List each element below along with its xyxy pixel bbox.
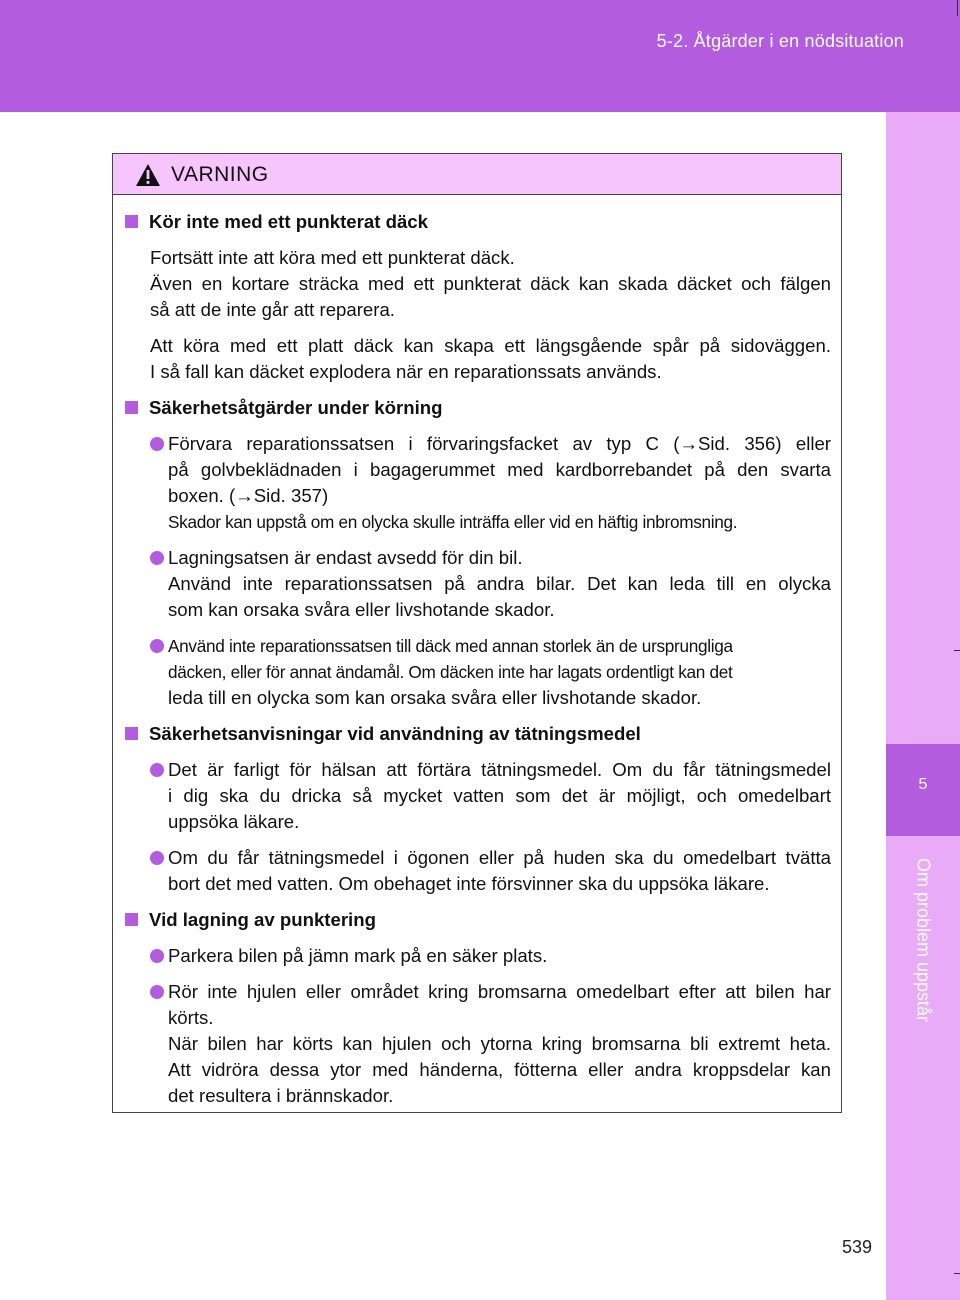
- circle-bullet-icon: [150, 437, 164, 451]
- page-number: 539: [841, 1237, 872, 1257]
- circle-bullet-icon: [150, 985, 164, 999]
- section-title: 5-2. Åtgärder i en nödsituation: [656, 31, 904, 51]
- square-bullet-icon: [125, 401, 138, 414]
- list-item: Om du får tätningsmedel i ögonen eller på huden ska du omedelbart tvätta bort det med vatten. Om obehaget inte försvinner ska du uppsöka läkare.: [125, 845, 831, 897]
- chapter-header-bar: [0, 0, 960, 112]
- section-heading: Kör inte med ett punkterat däck: [125, 209, 831, 235]
- paragraph: Att köra med ett platt däck kan skapa ett längsgående spår på sidoväggen. I så fall kan däcket explodera när en reparationssats används.: [150, 335, 831, 382]
- square-bullet-icon: [125, 727, 138, 740]
- list-item: Parkera bilen på jämn mark på en säker plats.: [125, 943, 831, 969]
- list-item: Lagningsatsen är endast avsedd för din bil. Använd inte reparationssatsen på andra bilar. Det kan leda till en olycka som kan orsaka svåra eller livshotande skador.: [125, 545, 831, 623]
- square-bullet-icon: [125, 913, 138, 926]
- warning-title: VARNING: [171, 163, 269, 186]
- square-bullet-icon: [125, 215, 138, 228]
- list-item: Använd inte reparationssatsen till däck med annan storlek än de ursprungliga däcken, eller för annat ändamål. Om däcken inte har lagats ordentligt kan det leda till en olycka som kan orsaka svåra eller livshotande skador.: [125, 633, 831, 711]
- section-heading: Säkerhetsanvisningar vid användning av tätningsmedel: [125, 721, 831, 747]
- chapter-number: 5: [918, 776, 928, 793]
- circle-bullet-icon: [150, 851, 164, 865]
- warning-content: [113, 195, 841, 1109]
- circle-bullet-icon: [150, 551, 164, 565]
- section-heading: Vid lagning av punktering: [125, 907, 831, 933]
- circle-bullet-icon: [150, 949, 164, 963]
- side-tab: [886, 112, 960, 1300]
- chapter-title: Om problem uppstår: [913, 857, 934, 1023]
- list-item: Förvara reparationssatsen i förvaringsfacket av typ C (→Sid. 356) eller på golvbeklädnaden i bagagerummet med kardborrebandet på den svarta boxen. (→Sid. 357) Skador kan uppstå om en olycka skulle inträffa eller vid en häftig inbromsning.: [125, 431, 831, 535]
- circle-bullet-icon: [150, 639, 164, 653]
- section-heading: Säkerhetsåtgärder under körning: [125, 395, 831, 421]
- warning-header: [113, 154, 841, 195]
- side-tab-chapter-marker: [886, 744, 960, 836]
- list-item: Det är farligt för hälsan att förtära tätningsmedel. Om du får tätningsmedel i dig ska du dricka så mycket vatten som det är möjligt, och omedelbart uppsöka läkare.: [125, 757, 831, 835]
- crop-mark: [954, 1273, 960, 1274]
- warning-triangle-icon: [135, 163, 161, 187]
- crop-mark: [957, 0, 958, 16]
- crop-mark: [954, 650, 960, 651]
- circle-bullet-icon: [150, 763, 164, 777]
- list-item: Rör inte hjulen eller området kring bromsarna omedelbart efter att bilen har körts. När bilen har körts kan hjulen och ytorna kring bromsarna bli extremt heta. Att vidröra dessa ytor med händerna, fötterna eller andra kroppsdelar kan det resultera i brännskador.: [125, 979, 831, 1109]
- paragraph: Fortsätt inte att köra med ett punkterat däck. Även en kortare sträcka med ett punkterat däck kan skada däcket och fälgen så att de inte går att reparera.: [150, 247, 831, 320]
- warning-box: [112, 153, 842, 1113]
